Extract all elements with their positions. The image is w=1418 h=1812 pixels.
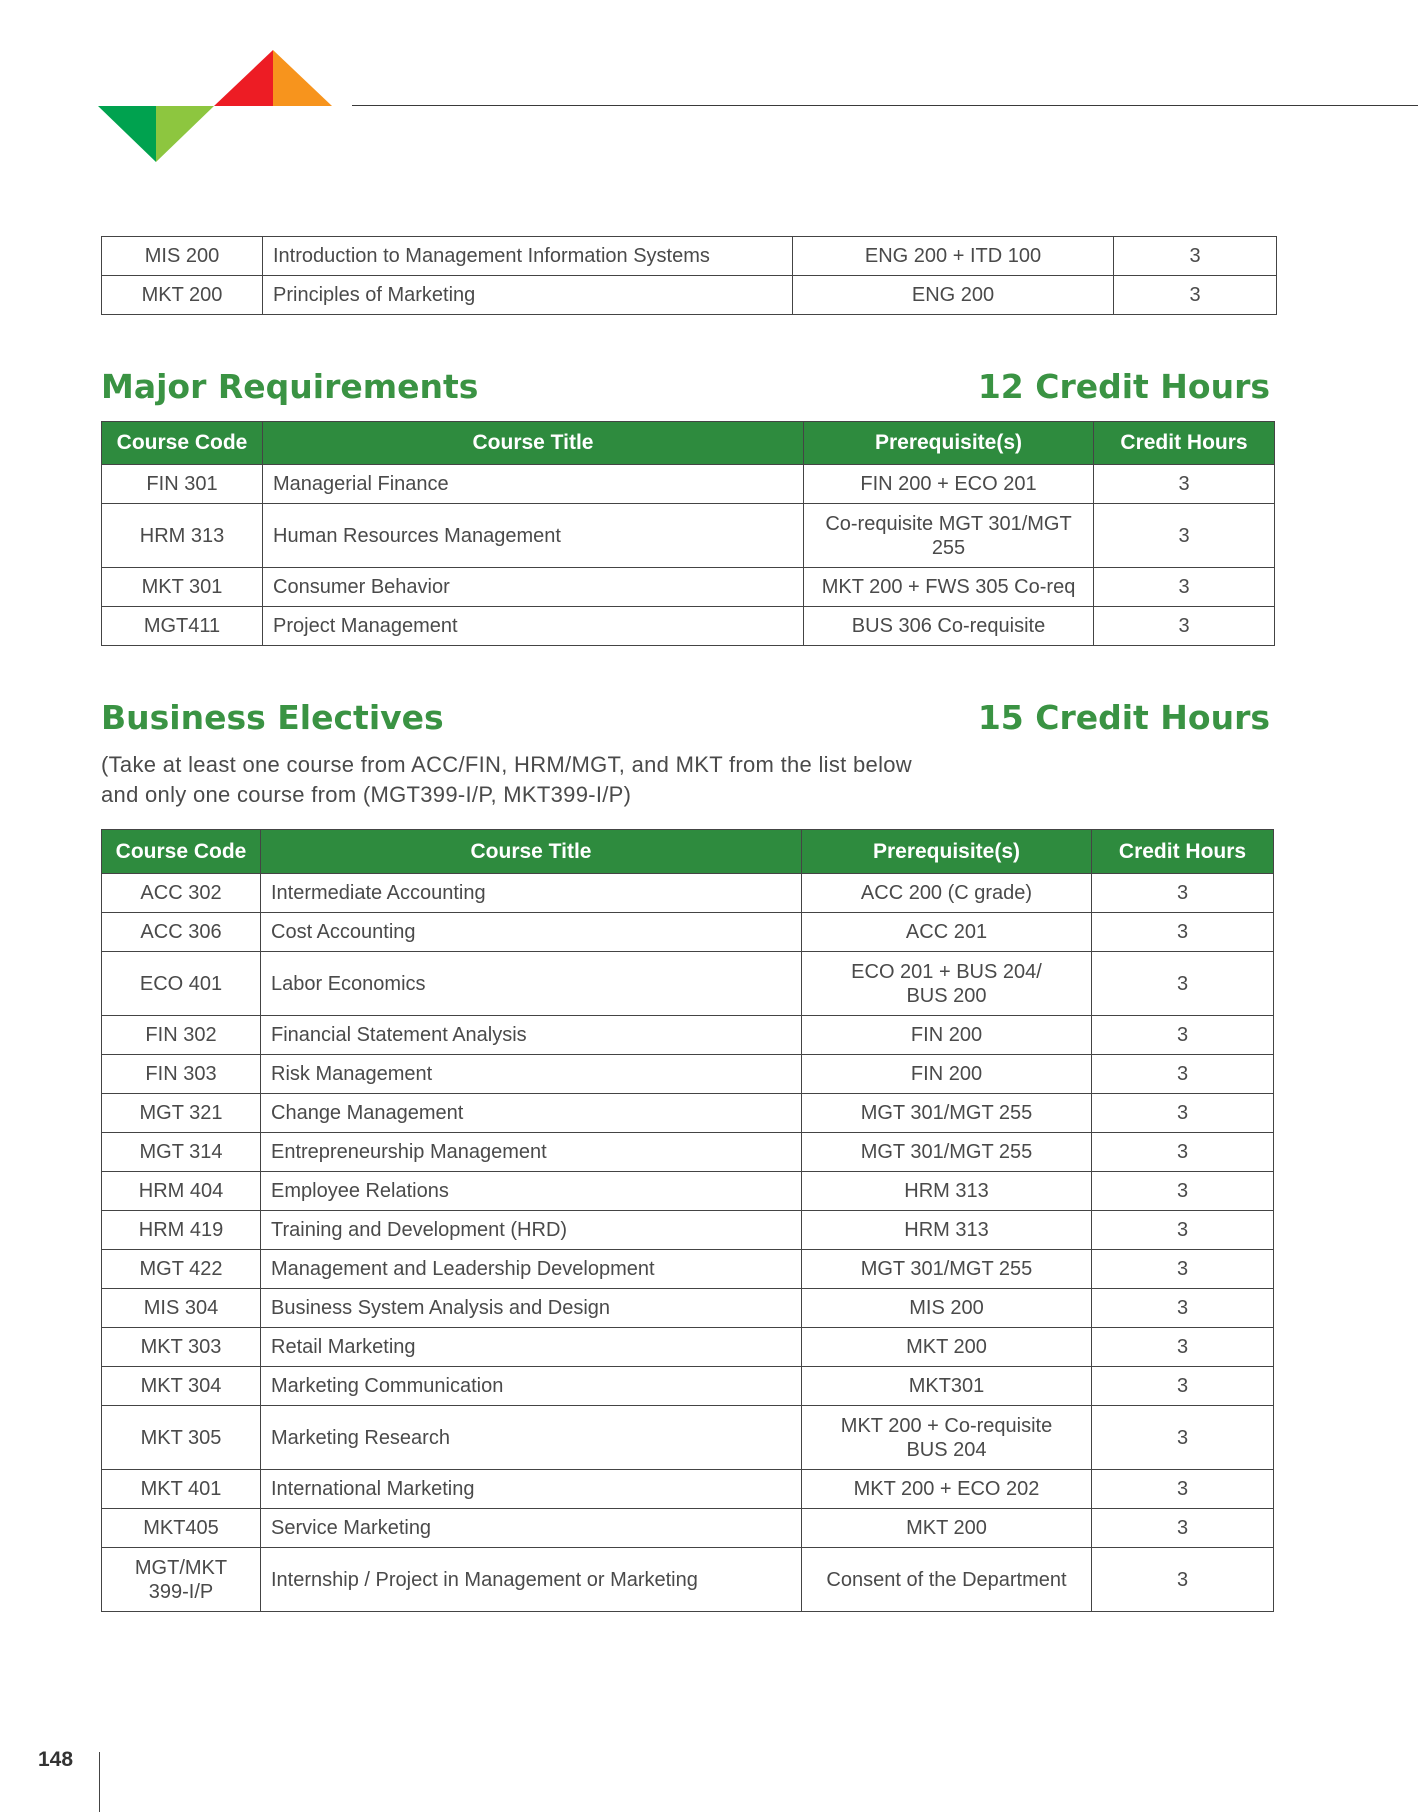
course-hours-line: 3 (1176, 1568, 1189, 1591)
course-prereq (802, 874, 1092, 913)
table-row (102, 1133, 1274, 1172)
electives-credit-hours: 15 Credit Hours (977, 698, 1270, 737)
table-row (102, 913, 1274, 952)
course-hours (1092, 1250, 1274, 1289)
course-prereq (802, 1016, 1092, 1055)
course-hours-line: 3 (1176, 1478, 1189, 1500)
course-prereq (802, 1406, 1092, 1470)
course-code (102, 1289, 261, 1328)
course-title-line: Labor Economics (271, 972, 426, 995)
course-hours-line: 3 (1176, 1102, 1189, 1124)
course-title-line: Marketing Research (271, 1426, 450, 1449)
course-code (102, 1133, 261, 1172)
course-hours-line: 3 (1178, 576, 1190, 598)
course-hours (1092, 1289, 1274, 1328)
course-code (102, 1367, 261, 1406)
course-prereq-line: MKT 200 + FWS 305 Co-req (821, 576, 1076, 598)
header-credit-hours: Credit Hours (1092, 830, 1274, 874)
footer-rule (99, 1752, 100, 1812)
course-code (102, 504, 263, 568)
course-title-line: Consumer Behavior (273, 576, 450, 598)
course-code-line: MKT 401 (140, 1478, 222, 1500)
course-code (102, 568, 263, 607)
course-hours-line: 3 (1178, 524, 1190, 547)
course-title (261, 913, 802, 952)
course-prereq (804, 504, 1094, 568)
course-prereq: ENG 200 + ITD 100 (793, 237, 1114, 276)
course-hours-line: 3 (1176, 972, 1189, 995)
course-title (261, 1055, 802, 1094)
course-code-line: FIN 301 (146, 473, 218, 495)
header-course-code: Course Code (102, 830, 261, 874)
course-code-line: ACC 306 (140, 921, 222, 943)
course-title (261, 1328, 802, 1367)
table-row (102, 1406, 1274, 1470)
table-row (102, 1289, 1274, 1328)
course-title-line: Employee Relations (271, 1180, 449, 1202)
course-prereq-line: MGT 301/MGT 255 (860, 1258, 1033, 1280)
course-title-line: Service Marketing (271, 1517, 432, 1539)
course-prereq-line: BUS 204 (906, 1438, 987, 1461)
course-code (102, 1016, 261, 1055)
course-prereq (802, 1211, 1092, 1250)
course-prereq (802, 1250, 1092, 1289)
business-electives-title: Business Electives (101, 698, 444, 737)
course-title-line: Change Management (271, 1102, 464, 1124)
course-prereq (804, 607, 1094, 646)
course-title-line: Internship / Project in Management or Marketing (271, 1568, 698, 1591)
continued-courses-body (102, 237, 1277, 315)
course-code-line: HRM 313 (139, 524, 225, 547)
course-title: Introduction to Management Information Systems (263, 237, 793, 276)
course-code (102, 1094, 261, 1133)
table-row (102, 1016, 1274, 1055)
course-hours-line: 3 (1176, 1141, 1189, 1163)
course-prereq (802, 1289, 1092, 1328)
course-hours (1094, 568, 1275, 607)
course-prereq (802, 1328, 1092, 1367)
course-prereq-line: ACC 201 (905, 921, 988, 943)
course-title (261, 874, 802, 913)
major-table-body (102, 465, 1275, 646)
course-prereq-line: MKT 200 (906, 1517, 987, 1539)
course-hours (1092, 1509, 1274, 1548)
course-hours (1092, 1211, 1274, 1250)
electives-table-header (102, 830, 1274, 874)
course-title (261, 1094, 802, 1133)
course-hours-line: 3 (1178, 473, 1190, 495)
electives-note-line: (Take at least one course from ACC/FIN, HRM/MGT, and MKT from the list below (101, 752, 912, 777)
header-course-code: Course Code (102, 422, 263, 465)
course-hours-line: 3 (1176, 1024, 1189, 1046)
course-prereq-line: MKT 200 (906, 1336, 987, 1358)
course-title-line: Cost Accounting (271, 921, 416, 943)
electives-note-line: and only one course from (MGT399-I/P, MKT399-I/P) (101, 782, 632, 807)
course-title (263, 465, 804, 504)
course-prereq-line: MKT301 (908, 1375, 985, 1397)
course-prereq (802, 1133, 1092, 1172)
course-hours (1092, 1094, 1274, 1133)
course-prereq-line: BUS 200 (906, 984, 987, 1007)
electives-table-body (102, 874, 1274, 1612)
course-title-line: Business System Analysis and Design (271, 1297, 611, 1319)
course-hours-line: 3 (1178, 615, 1190, 637)
course-hours: 3 (1114, 276, 1277, 315)
course-hours (1092, 874, 1274, 913)
course-title: Principles of Marketing (263, 276, 793, 315)
table-row (102, 237, 1277, 276)
business-electives-table (101, 829, 1274, 1612)
course-code (102, 1548, 261, 1612)
course-code-line: MKT405 (143, 1517, 219, 1539)
course-code-line: ECO 401 (139, 972, 223, 995)
course-title-line: Marketing Communication (271, 1375, 504, 1397)
course-prereq (802, 1470, 1092, 1509)
table-row (102, 504, 1275, 568)
course-title-line: Training and Development (HRD) (271, 1219, 568, 1241)
page-number: 148 (38, 1748, 74, 1771)
course-code: MKT 200 (102, 276, 263, 315)
course-code-line: FIN 303 (145, 1063, 217, 1085)
course-code-line: ACC 302 (140, 882, 222, 904)
major-table-header (102, 422, 1275, 465)
course-title (261, 1406, 802, 1470)
course-prereq (802, 1055, 1092, 1094)
course-hours (1094, 504, 1275, 568)
course-title (261, 1509, 802, 1548)
course-prereq-line: BUS 306 Co-requisite (851, 615, 1046, 637)
header-prerequisites: Prerequisite(s) (804, 422, 1094, 465)
course-code-line: MKT 304 (140, 1375, 222, 1397)
table-row (102, 1094, 1274, 1133)
course-code (102, 1055, 261, 1094)
course-prereq (802, 1509, 1092, 1548)
course-code-line: MGT 422 (139, 1258, 223, 1280)
course-title (261, 1016, 802, 1055)
table-row (102, 874, 1274, 913)
course-code: MIS 200 (102, 237, 263, 276)
course-hours (1094, 465, 1275, 504)
course-title (263, 504, 804, 568)
course-title (261, 1250, 802, 1289)
course-code-line: MGT 321 (139, 1102, 223, 1124)
table-row (102, 1055, 1274, 1094)
table-row (102, 465, 1275, 504)
course-hours (1092, 1367, 1274, 1406)
course-code-line: 399-I/P (148, 1580, 214, 1603)
course-prereq-line: HRM 313 (904, 1219, 989, 1241)
course-hours-line: 3 (1176, 1336, 1189, 1358)
course-prereq-line: ECO 201 + BUS 204/ (851, 960, 1042, 983)
course-code-line: MKT 301 (141, 576, 223, 598)
course-prereq (802, 1094, 1092, 1133)
course-code-line: HRM 404 (138, 1180, 224, 1202)
course-code (102, 1509, 261, 1548)
course-prereq-line: FIN 200 + ECO 201 (860, 473, 1037, 495)
course-prereq-line: FIN 200 (910, 1024, 983, 1046)
table-row (102, 1470, 1274, 1509)
course-prereq (802, 1172, 1092, 1211)
course-hours-line: 3 (1176, 1180, 1189, 1202)
course-hours (1092, 1016, 1274, 1055)
course-prereq-line: MKT 200 + ECO 202 (853, 1478, 1040, 1500)
header-row (102, 830, 1274, 874)
course-hours-line: 3 (1176, 921, 1189, 943)
course-code-line: MIS 304 (143, 1297, 219, 1319)
table-row (102, 1211, 1274, 1250)
course-code (102, 952, 261, 1016)
header-prerequisites: Prerequisite(s) (802, 830, 1092, 874)
course-prereq-line: MGT 301/MGT 255 (860, 1141, 1033, 1163)
course-hours (1092, 1133, 1274, 1172)
header-rule (352, 105, 1418, 106)
header-row (102, 422, 1275, 465)
course-title-line: Human Resources Management (273, 524, 561, 547)
course-title (261, 1470, 802, 1509)
course-code-line: MGT/MKT (134, 1556, 228, 1579)
course-hours-line: 3 (1176, 1258, 1189, 1280)
course-prereq-line: ACC 200 (C grade) (860, 882, 1033, 904)
course-code (102, 1406, 261, 1470)
course-hours-line: 3 (1176, 1297, 1189, 1319)
course-prereq (804, 465, 1094, 504)
course-title (261, 1133, 802, 1172)
course-prereq-line: MGT 301/MGT 255 (860, 1102, 1033, 1124)
header-credit-hours: Credit Hours (1094, 422, 1275, 465)
course-hours-line: 3 (1176, 1219, 1189, 1241)
major-requirements-table (101, 421, 1275, 646)
course-prereq: ENG 200 (793, 276, 1114, 315)
course-code-line: MKT 305 (140, 1426, 222, 1449)
course-prereq (802, 952, 1092, 1016)
course-hours (1094, 607, 1275, 646)
course-code-line: MKT 303 (140, 1336, 222, 1358)
table-row (102, 1367, 1274, 1406)
table-row (102, 607, 1275, 646)
course-code (102, 1172, 261, 1211)
course-hours (1092, 1406, 1274, 1470)
course-title (263, 607, 804, 646)
course-prereq-line: Consent of the Department (826, 1568, 1067, 1591)
major-requirements-title: Major Requirements (101, 367, 479, 406)
course-title-line: Project Management (273, 615, 458, 637)
course-hours-line: 3 (1176, 882, 1189, 904)
course-title (261, 1172, 802, 1211)
course-code (102, 1250, 261, 1289)
course-title-line: Managerial Finance (273, 473, 449, 495)
table-row (102, 276, 1277, 315)
course-prereq-line: MKT 200 + Co-requisite (840, 1414, 1053, 1437)
header-course-title: Course Title (261, 830, 802, 874)
course-hours-line: 3 (1176, 1517, 1189, 1539)
course-prereq (802, 1548, 1092, 1612)
course-hours (1092, 1470, 1274, 1509)
course-code (102, 607, 263, 646)
table-row (102, 1172, 1274, 1211)
course-code (102, 465, 263, 504)
table-row (102, 568, 1275, 607)
course-code (102, 1328, 261, 1367)
course-hours-line: 3 (1176, 1426, 1189, 1449)
header-course-title: Course Title (263, 422, 804, 465)
course-prereq-line: MIS 200 (909, 1297, 984, 1319)
course-prereq-line: Co-requisite MGT 301/MGT (825, 512, 1072, 535)
course-code (102, 1211, 261, 1250)
course-title-line: Risk Management (271, 1063, 433, 1085)
table-row (102, 1328, 1274, 1367)
course-title (261, 1548, 802, 1612)
course-title (261, 952, 802, 1016)
course-hours (1092, 1548, 1274, 1612)
course-code (102, 913, 261, 952)
course-code-line: FIN 302 (145, 1024, 217, 1046)
course-title (261, 1211, 802, 1250)
course-title-line: Intermediate Accounting (271, 882, 486, 904)
course-hours-line: 3 (1176, 1063, 1189, 1085)
course-code (102, 874, 261, 913)
course-hours (1092, 1172, 1274, 1211)
course-prereq-line: HRM 313 (904, 1180, 989, 1202)
course-title-line: Entrepreneurship Management (271, 1141, 547, 1163)
course-prereq (802, 1367, 1092, 1406)
electives-note (101, 750, 1001, 810)
course-code-line: MGT411 (143, 615, 221, 637)
course-prereq-line: FIN 200 (910, 1063, 983, 1085)
course-title-line: Financial Statement Analysis (271, 1024, 527, 1046)
course-prereq (802, 913, 1092, 952)
course-hours: 3 (1114, 237, 1277, 276)
major-credit-hours: 12 Credit Hours (977, 367, 1270, 406)
table-row (102, 1250, 1274, 1289)
course-title (261, 1367, 802, 1406)
logo-triangles-icon (98, 50, 334, 162)
course-hours-line: 3 (1176, 1375, 1189, 1397)
course-prereq (804, 568, 1094, 607)
course-code-line: HRM 419 (138, 1219, 224, 1241)
course-title (261, 1289, 802, 1328)
course-hours (1092, 1328, 1274, 1367)
continued-courses-table (101, 236, 1277, 315)
course-hours (1092, 952, 1274, 1016)
table-row (102, 1548, 1274, 1612)
course-prereq-line: 255 (931, 536, 966, 559)
course-code (102, 1470, 261, 1509)
course-title-line: Retail Marketing (271, 1336, 416, 1358)
table-row (102, 952, 1274, 1016)
course-hours (1092, 913, 1274, 952)
course-title-line: Management and Leadership Development (271, 1258, 655, 1280)
table-row (102, 1509, 1274, 1548)
course-code-line: MGT 314 (139, 1141, 223, 1163)
course-title (263, 568, 804, 607)
course-hours (1092, 1055, 1274, 1094)
course-title-line: International Marketing (271, 1478, 475, 1500)
